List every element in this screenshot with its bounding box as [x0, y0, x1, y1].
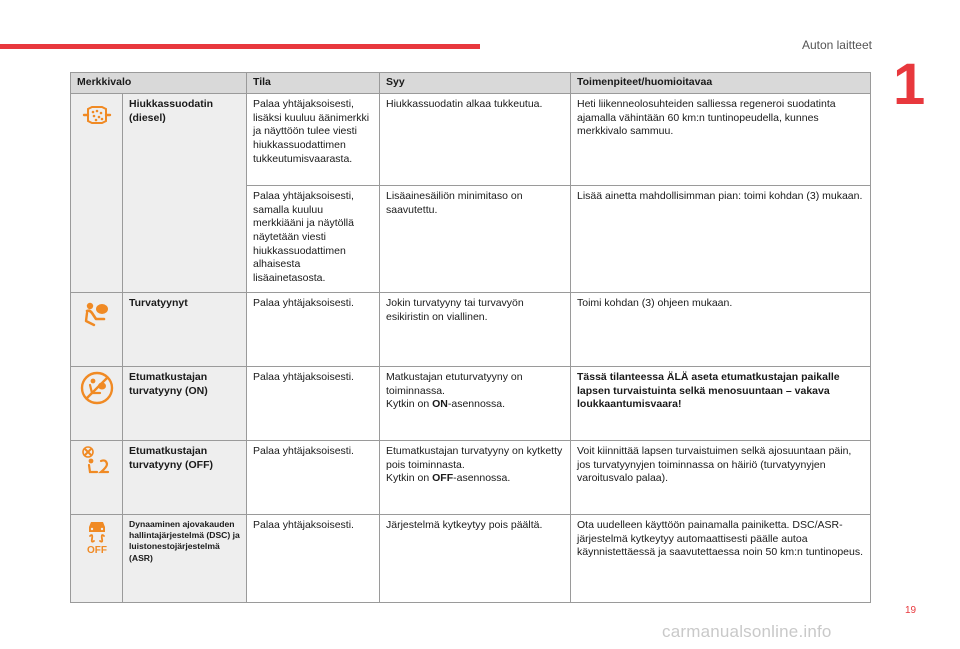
particle-filter-icon [71, 94, 123, 293]
cause-line: Matkustajan etuturvatyyny on toiminnassa. [386, 371, 523, 397]
action-cell: Ota uudelleen käyttöön painamalla painiketta. DSC/ASR-järjestelmä kytkeytyy automaattisesti päälle autoa käynnistettäessä ja saavutettaessa noin 50 km:n tuntinopeus. [571, 515, 871, 603]
cause-switch-prefix: Kytkin on [386, 472, 433, 485]
dsc-off-icon [71, 515, 123, 603]
chapter-number: 1 [893, 52, 926, 117]
watermark: carmanualsonline.info [662, 622, 832, 641]
table-row [71, 441, 871, 515]
warning-light-name: Hiukkassuodatin (diesel) [123, 94, 247, 293]
warning-light-name: Turvatyynyt [123, 293, 247, 367]
status-cell: Palaa yhtäjaksoisesti, samalla kuuluu merkkiääni ja näytöllä näytetään viesti hiukkassuodattimen alhaisesta lisäainetasosta. [247, 186, 380, 293]
column-header: Toimenpiteet/huomioitavaa [571, 73, 871, 94]
warning-lights-table [70, 72, 871, 603]
action-cell: Voit kiinnittää lapsen turvaistuimen selkä ajosuuntaan päin, jos turvatyynyjen toiminnassa on häiriö (turvatyynyjen varoitusvalo palaa). [571, 441, 871, 515]
passenger-airbag-off-icon [71, 441, 123, 515]
warning-light-name: Etumatkustajan turvatyyny (ON) [123, 367, 247, 441]
header-accent-bar [0, 44, 480, 49]
page-number: 19 [905, 605, 917, 616]
cause-switch-suffix: -asennossa. [447, 398, 506, 411]
action-cell: Toimi kohdan (3) ohjeen mukaan. [571, 293, 871, 367]
cause-line: Etumatkustajan turvatyyny on kytketty pois toiminnasta. [386, 445, 563, 471]
table-row [71, 367, 871, 441]
passenger-airbag-on-icon [71, 367, 123, 441]
table-row [71, 515, 871, 603]
warning-light-name: Etumatkustajan turvatyyny (OFF) [123, 441, 247, 515]
status-cell: Palaa yhtäjaksoisesti, lisäksi kuuluu äänimerkki ja näyttöön tulee viesti hiukkassuodattimen tukkeutumisvaarasta. [247, 94, 380, 186]
status-cell: Palaa yhtäjaksoisesti. [247, 293, 380, 367]
action-cell: Lisää ainetta mahdollisimman pian: toimi kohdan (3) mukaan. [571, 186, 871, 293]
cause-cell: Lisäainesäiliön minimitaso on saavutettu. [380, 186, 571, 293]
cause-cell [380, 367, 571, 441]
table-row [71, 293, 871, 367]
cause-cell: Hiukkassuodatin alkaa tukkeutua. [380, 94, 571, 186]
section-title: Auton laitteet [801, 38, 872, 52]
airbag-icon [71, 293, 123, 367]
switch-position: ON [432, 398, 448, 411]
status-cell: Palaa yhtäjaksoisesti. [247, 515, 380, 603]
action-cell: Tässä tilanteessa ÄLÄ aseta etumatkustajan paikalle lapsen turvaistuinta selkä menosuuntaan – vakava loukkaantumisvaara! [571, 367, 871, 441]
table-row [71, 94, 871, 186]
switch-position: OFF [432, 472, 454, 485]
cause-cell: Järjestelmä kytkeytyy pois päältä. [380, 515, 571, 603]
table-header-row [71, 73, 871, 94]
dsc-off-label: OFF [86, 545, 107, 555]
status-cell: Palaa yhtäjaksoisesti. [247, 441, 380, 515]
action-cell: Heti liikenneolosuhteiden salliessa regeneroi suodatinta ajamalla vähintään 60 km:n tuntinopeudella, kunnes merkkivalo sammuu. [571, 94, 871, 186]
column-header: Tila [247, 73, 380, 94]
cause-cell: Jokin turvatyyny tai turvavyön esikiristin on viallinen. [380, 293, 571, 367]
cause-switch-suffix: -asennossa. [453, 472, 511, 485]
column-header: Syy [380, 73, 571, 94]
status-cell: Palaa yhtäjaksoisesti. [247, 367, 380, 441]
warning-light-name: Dynaaminen ajovakauden hallintajärjestelmä (DSC) ja luistonestojärjestelmä (ASR) [123, 515, 247, 603]
cause-switch-prefix: Kytkin on [386, 398, 433, 411]
column-header: Merkkivalo [71, 73, 247, 94]
cause-cell [380, 441, 571, 515]
